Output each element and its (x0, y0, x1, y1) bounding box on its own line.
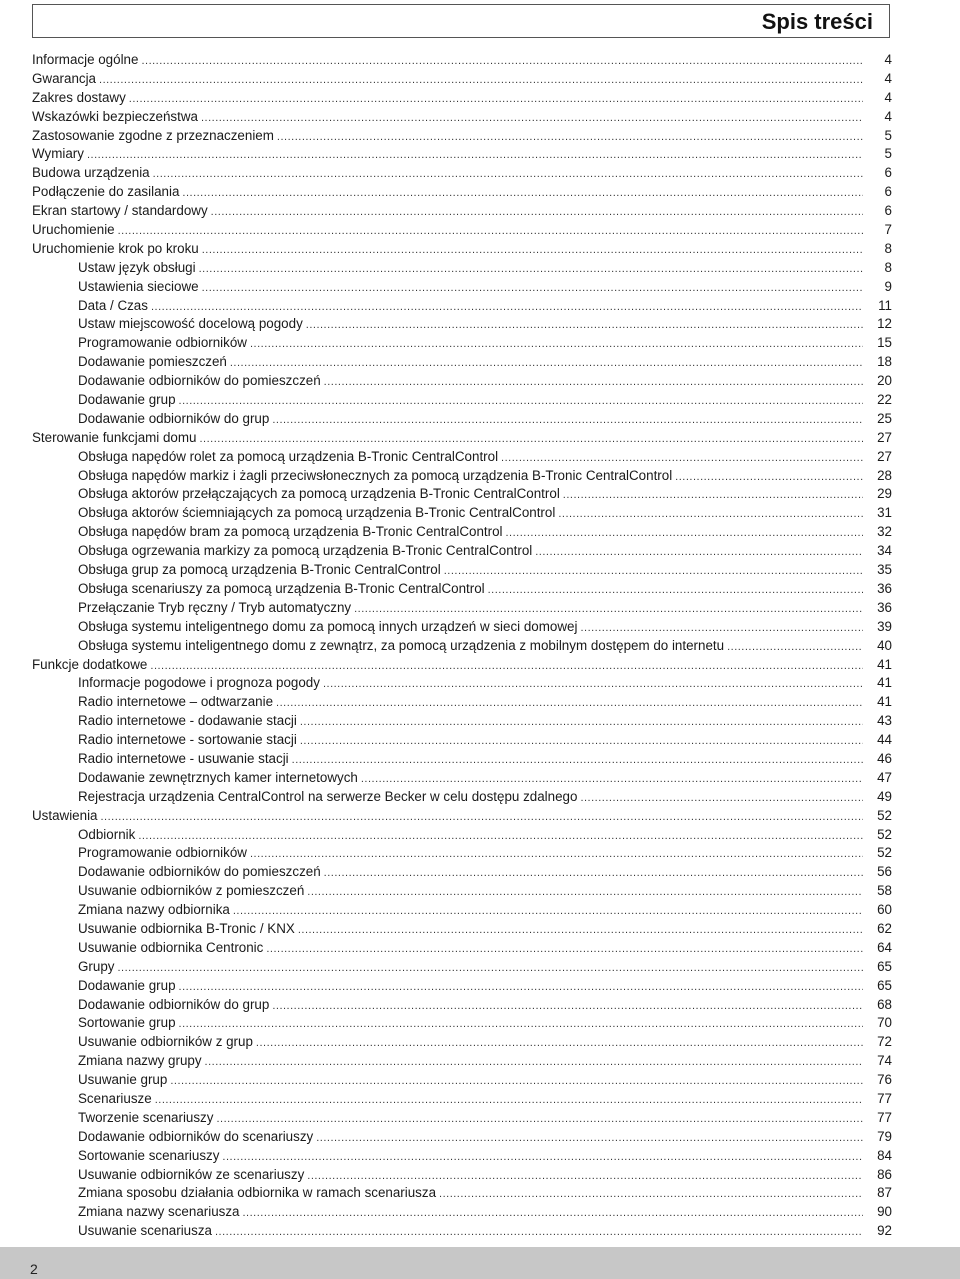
dot-leader (179, 978, 863, 997)
dot-leader (501, 449, 863, 468)
toc-entry[interactable] (32, 391, 892, 410)
toc-entry-page: 90 (877, 1204, 892, 1220)
dot-leader (298, 921, 863, 940)
dot-leader (150, 657, 863, 676)
toc-entry-page: 70 (877, 1015, 892, 1031)
toc-entry-page: 92 (877, 1223, 892, 1239)
dot-leader (99, 71, 863, 90)
toc-entry[interactable] (32, 1014, 892, 1033)
toc-entry-page: 64 (877, 939, 892, 955)
toc-entry-label: Zmiana nazwy scenariusza (78, 1204, 240, 1220)
dot-leader (276, 694, 863, 713)
toc-entry[interactable] (32, 523, 892, 542)
toc-entry-label: Uruchomienie krok po kroku (32, 240, 199, 256)
toc-entry[interactable] (32, 958, 892, 977)
toc-entry[interactable] (32, 448, 892, 467)
toc-entry[interactable] (32, 882, 892, 901)
toc-entry-page: 47 (877, 769, 892, 785)
toc-entry-page: 77 (877, 1109, 892, 1125)
toc-entry-label: Zmiana nazwy grupy (78, 1053, 202, 1069)
toc-entry-page: 20 (877, 373, 892, 389)
toc-entry-page: 6 (884, 184, 892, 200)
toc-entry[interactable] (32, 731, 892, 750)
dot-leader (506, 524, 864, 543)
toc-entry-label: Obsługa napędów rolet za pomocą urządzenia B-Tronic CentralControl (78, 448, 499, 464)
dot-leader (101, 808, 864, 827)
toc-entry[interactable] (32, 674, 892, 693)
toc-entry-page: 36 (877, 580, 892, 596)
toc-entry[interactable] (32, 618, 892, 637)
dot-leader (675, 468, 863, 487)
toc-entry-page: 44 (877, 732, 892, 748)
toc-entry[interactable] (32, 769, 892, 788)
toc-entry-page: 22 (877, 392, 892, 408)
toc-entry-label: Informacje ogólne (32, 52, 139, 67)
dot-leader (199, 260, 863, 279)
toc-entry-page: 28 (877, 467, 892, 483)
toc-entry[interactable] (32, 1090, 892, 1109)
dot-leader (307, 1167, 863, 1186)
dot-leader (200, 430, 864, 449)
footer-band (0, 1247, 960, 1279)
toc-entry[interactable] (32, 278, 892, 297)
toc-entry[interactable] (32, 656, 892, 675)
dot-leader (277, 128, 863, 147)
toc-entry-label: Dodawanie odbiorników do pomieszczeń (78, 373, 321, 389)
dot-leader (182, 184, 863, 203)
toc-entry-label: Obsługa grup za pomocą urządzenia B-Tronic CentralControl (78, 562, 441, 578)
toc-entry-page: 46 (877, 750, 892, 766)
toc-entry-page: 9 (884, 278, 892, 294)
dot-leader (179, 1015, 863, 1034)
toc-entry[interactable] (32, 637, 892, 656)
dot-leader (216, 1110, 863, 1129)
toc-entry-page: 84 (877, 1147, 892, 1163)
toc-entry[interactable] (32, 334, 892, 353)
toc-entry-page: 29 (877, 486, 892, 502)
toc-entry[interactable] (32, 1184, 892, 1203)
dot-leader (87, 146, 863, 165)
toc-entry[interactable] (32, 750, 892, 769)
toc-entry-page: 27 (877, 448, 892, 464)
dot-leader (535, 543, 863, 562)
dot-leader (215, 1223, 863, 1242)
toc-entry[interactable] (32, 127, 892, 146)
toc-entry-label: Usuwanie scenariusza (78, 1223, 212, 1239)
toc-entry-page: 62 (877, 920, 892, 936)
dot-leader (205, 1053, 863, 1072)
toc-entry-label: Grupy (78, 958, 115, 974)
toc-entry-label: Scenariusze (78, 1090, 152, 1106)
toc-entry[interactable] (32, 939, 892, 958)
toc-entry-page: 34 (877, 543, 892, 559)
toc-entry-label: Obsługa systemu inteligentnego domu za pomocą innych urządzeń w sieci domowej (78, 618, 578, 634)
dot-leader (316, 1129, 863, 1148)
toc-entry-page: 4 (884, 52, 892, 67)
dot-leader (324, 864, 863, 883)
toc-entry-page: 11 (878, 297, 892, 313)
toc-entry-page: 15 (877, 335, 892, 351)
toc-entry-page: 35 (877, 562, 892, 578)
toc-entry[interactable] (32, 1222, 892, 1241)
toc-entry-label: Data / Czas (78, 297, 148, 313)
toc-entry[interactable] (32, 1109, 892, 1128)
toc-entry-label: Obsługa aktorów ściemniających za pomocą urządzenia B-Tronic CentralControl (78, 505, 556, 521)
toc-entry-label: Programowanie odbiorników (78, 335, 247, 351)
dot-leader (444, 562, 863, 581)
toc-entry-page: 76 (877, 1072, 892, 1088)
toc-entry[interactable] (32, 108, 892, 127)
toc-entry-label: Ustawienia sieciowe (78, 278, 199, 294)
toc-entry[interactable] (32, 807, 892, 826)
toc-entry-page: 4 (884, 108, 892, 124)
dot-leader (138, 827, 863, 846)
toc-entry[interactable] (32, 1052, 892, 1071)
page-title: Spis treści (761, 9, 873, 34)
toc-entry-label: Usuwanie odbiornika Centronic (78, 939, 264, 955)
dot-leader (118, 222, 863, 241)
dot-leader (179, 392, 863, 411)
toc-entry-page: 4 (884, 70, 892, 86)
toc-entry-label: Dodawanie grup (78, 977, 176, 993)
dot-leader (488, 581, 863, 600)
toc-entry-label: Obsługa systemu inteligentnego domu z zewnątrz, za pomocą urządzenia z mobilnym dostępem do internetu (78, 637, 725, 653)
toc-entry-label: Zmiana sposobu działania odbiornika w ramach scenariusza (78, 1185, 437, 1201)
dot-leader (202, 241, 863, 260)
toc-entry-label: Gwarancja (32, 70, 97, 86)
toc-entry-label: Radio internetowe - usuwanie stacji (78, 750, 289, 766)
toc-entry-label: Sortowanie grup (78, 1015, 176, 1031)
dot-leader (117, 959, 863, 978)
dot-leader (361, 770, 863, 789)
dot-leader (300, 732, 863, 751)
toc-entry-page: 4 (884, 89, 892, 105)
dot-leader (250, 335, 863, 354)
toc-entry[interactable] (32, 920, 892, 939)
toc-entry-label: Wskazówki bezpieczeństwa (32, 108, 198, 124)
toc-entry-page: 12 (877, 316, 892, 332)
dot-leader (243, 1204, 864, 1223)
dot-leader (153, 165, 863, 184)
toc-entry-page: 7 (884, 222, 892, 238)
toc-entry-label: Usuwanie odbiorników z grup (78, 1034, 253, 1050)
toc-entry-page: 79 (877, 1128, 892, 1144)
toc-entry[interactable] (32, 183, 892, 202)
toc-entry-label: Obsługa ogrzewania markizy za pomocą urządzenia B-Tronic CentralControl (78, 543, 533, 559)
toc-entry-label: Programowanie odbiorników (78, 845, 247, 861)
toc-entry-page: 18 (877, 354, 892, 370)
toc-entry[interactable] (32, 372, 892, 391)
toc-entry[interactable] (32, 202, 892, 221)
dot-leader (439, 1185, 863, 1204)
dot-leader (250, 845, 863, 864)
toc-entry-page: 58 (877, 883, 892, 899)
toc-entry[interactable] (32, 504, 892, 523)
dot-leader (129, 90, 863, 109)
toc-entry-page: 60 (877, 902, 892, 918)
toc-entry[interactable] (32, 996, 892, 1015)
toc-entry-page: 52 (877, 826, 892, 842)
toc-entry-label: Dodawanie grup (78, 392, 176, 408)
toc-entry-page: 31 (877, 505, 892, 521)
toc-entry[interactable] (32, 410, 892, 429)
toc-entry[interactable] (32, 977, 892, 996)
toc-entry-page: 25 (877, 410, 892, 426)
toc-entry-label: Obsługa aktorów przełączających za pomocą urządzenia B-Tronic CentralControl (78, 486, 560, 502)
dot-leader (563, 486, 863, 505)
toc-entry[interactable] (32, 1166, 892, 1185)
toc-entry[interactable] (32, 561, 892, 580)
table-of-contents (32, 51, 892, 1241)
toc-entry-page: 5 (884, 146, 892, 162)
toc-entry-label: Tworzenie scenariuszy (78, 1109, 214, 1125)
toc-entry-label: Zakres dostawy (32, 89, 126, 105)
toc-entry-label: Usuwanie odbiorników z pomieszczeń (78, 883, 305, 899)
toc-entry[interactable] (32, 1147, 892, 1166)
toc-entry-page: 41 (877, 694, 892, 710)
toc-entry-label: Odbiornik (78, 826, 136, 842)
toc-entry-page: 8 (884, 259, 892, 275)
toc-entry[interactable] (32, 844, 892, 863)
toc-entry-page: 6 (884, 203, 892, 219)
toc-entry-label: Ustawienia (32, 807, 98, 823)
dot-leader (558, 505, 863, 524)
toc-entry-page: 41 (877, 675, 892, 691)
toc-entry-page: 40 (877, 637, 892, 653)
toc-entry-label: Dodawanie zewnętrznych kamer internetowych (78, 769, 358, 785)
toc-entry-page: 52 (877, 845, 892, 861)
toc-entry-page: 65 (877, 977, 892, 993)
toc-entry-page: 41 (877, 656, 892, 672)
toc-entry-page: 65 (877, 958, 892, 974)
toc-entry[interactable] (32, 1071, 892, 1090)
toc-entry[interactable] (32, 315, 892, 334)
toc-entry-page: 43 (877, 713, 892, 729)
toc-entry-page: 72 (877, 1034, 892, 1050)
toc-entry-label: Ustaw język obsługi (78, 259, 196, 275)
dot-leader (201, 109, 863, 128)
toc-entry-label: Rejestracja urządzenia CentralControl na serwerze Becker w celu dostępu zdalnego (78, 788, 578, 804)
toc-entry-label: Dodawanie odbiorników do scenariuszy (78, 1128, 314, 1144)
toc-entry-label: Dodawanie odbiorników do grup (78, 996, 270, 1012)
toc-entry-page: 5 (884, 127, 892, 143)
toc-entry[interactable] (32, 1128, 892, 1147)
toc-entry-label: Przełączanie Tryb ręczny / Tryb automatyczny (78, 599, 352, 615)
dot-leader (292, 751, 863, 770)
toc-entry[interactable] (32, 51, 892, 70)
toc-entry-label: Dodawanie pomieszczeń (78, 354, 227, 370)
toc-entry[interactable] (32, 826, 892, 845)
toc-entry[interactable] (32, 580, 892, 599)
toc-entry-page: 36 (877, 599, 892, 615)
toc-entry-label: Zastosowanie zgodne z przeznaczeniem (32, 127, 274, 143)
toc-entry[interactable] (32, 164, 892, 183)
toc-entry-page: 52 (877, 807, 892, 823)
toc-entry[interactable] (32, 1203, 892, 1222)
toc-entry-label: Usuwanie grup (78, 1072, 168, 1088)
toc-entry-label: Dodawanie odbiorników do grup (78, 410, 270, 426)
toc-entry-label: Usuwanie odbiornika B-Tronic / KNX (78, 920, 295, 936)
toc-entry[interactable] (32, 467, 892, 486)
toc-entry-page: 74 (877, 1053, 892, 1069)
toc-entry-page: 77 (877, 1090, 892, 1106)
toc-entry-label: Funkcje dodatkowe (32, 656, 148, 672)
toc-entry[interactable] (32, 221, 892, 240)
toc-entry-page: 56 (877, 864, 892, 880)
dot-leader (580, 619, 863, 638)
toc-entry-label: Usuwanie odbiorników ze scenariuszy (78, 1166, 305, 1182)
dot-leader (266, 940, 863, 959)
toc-entry-label: Radio internetowe - dodawanie stacji (78, 713, 297, 729)
dot-leader (307, 883, 863, 902)
toc-entry[interactable] (32, 788, 892, 807)
dot-leader (202, 279, 863, 298)
toc-entry[interactable] (32, 485, 892, 504)
dot-leader (272, 411, 863, 430)
dot-leader (256, 1034, 863, 1053)
toc-entry[interactable] (32, 353, 892, 372)
dot-leader (727, 638, 863, 657)
toc-entry-label: Obsługa napędów bram za pomocą urządzenia B-Tronic CentralControl (78, 524, 503, 540)
dot-leader (300, 713, 863, 732)
toc-entry-page: 27 (877, 429, 892, 445)
toc-entry[interactable] (32, 240, 892, 259)
toc-entry-label: Informacje pogodowe i prognoza pogody (78, 675, 320, 691)
dot-leader (211, 203, 863, 222)
toc-entry[interactable] (32, 542, 892, 561)
toc-entry[interactable] (32, 1033, 892, 1052)
toc-entry-label: Sterowanie funkcjami domu (32, 429, 197, 445)
toc-entry-label: Wymiary (32, 146, 84, 162)
dot-leader (324, 373, 863, 392)
toc-entry-label: Ekran startowy / standardowy (32, 203, 208, 219)
toc-entry-label: Dodawanie odbiorników do pomieszczeń (78, 864, 321, 880)
toc-entry[interactable] (32, 70, 892, 89)
toc-entry-page: 49 (877, 788, 892, 804)
dot-leader (323, 675, 863, 694)
toc-entry-label: Podłączenie do zasilania (32, 184, 180, 200)
toc-entry[interactable] (32, 145, 892, 164)
dot-leader (155, 1091, 863, 1110)
toc-entry-label: Sortowanie scenariuszy (78, 1147, 220, 1163)
dot-leader (354, 600, 863, 619)
toc-entry-label: Budowa urządzenia (32, 165, 150, 181)
toc-entry-page: 87 (877, 1185, 892, 1201)
toc-entry-label: Obsługa napędów markiz i żagli przeciwsłonecznych za pomocą urządzenia B-Tronic CentralControl (78, 467, 673, 483)
toc-entry[interactable] (32, 429, 892, 448)
toc-entry-page: 68 (877, 996, 892, 1012)
toc-entry[interactable] (32, 863, 892, 882)
toc-entry-page: 6 (884, 165, 892, 181)
toc-entry-page: 8 (884, 240, 892, 256)
dot-leader (580, 789, 863, 808)
dot-leader (230, 354, 863, 373)
dot-leader (222, 1148, 863, 1167)
page-number: 2 (30, 1261, 38, 1277)
toc-entry[interactable] (32, 297, 892, 316)
toc-entry-label: Zmiana nazwy odbiornika (78, 902, 230, 918)
toc-entry-label: Ustaw miejscowość docelową pogody (78, 316, 303, 332)
title-box (32, 4, 890, 38)
toc-entry-page: 32 (877, 524, 892, 540)
dot-leader (306, 316, 863, 335)
dot-leader (233, 902, 863, 921)
dot-leader (151, 298, 863, 317)
dot-leader (272, 997, 863, 1016)
toc-entry-label: Uruchomienie (32, 222, 115, 238)
dot-leader (170, 1072, 863, 1091)
toc-entry[interactable] (32, 89, 892, 108)
toc-entry[interactable] (32, 712, 892, 731)
toc-entry-label: Radio internetowe - sortowanie stacji (78, 732, 297, 748)
toc-entry-page: 86 (877, 1166, 892, 1182)
toc-entry-page: 39 (877, 618, 892, 634)
toc-entry[interactable] (32, 259, 892, 278)
toc-entry[interactable] (32, 599, 892, 618)
toc-entry[interactable] (32, 693, 892, 712)
toc-entry[interactable] (32, 901, 892, 920)
dot-leader (141, 52, 863, 71)
toc-entry-label: Radio internetowe – odtwarzanie (78, 694, 274, 710)
toc-entry-label: Obsługa scenariuszy za pomocą urządzenia B-Tronic CentralControl (78, 580, 485, 596)
